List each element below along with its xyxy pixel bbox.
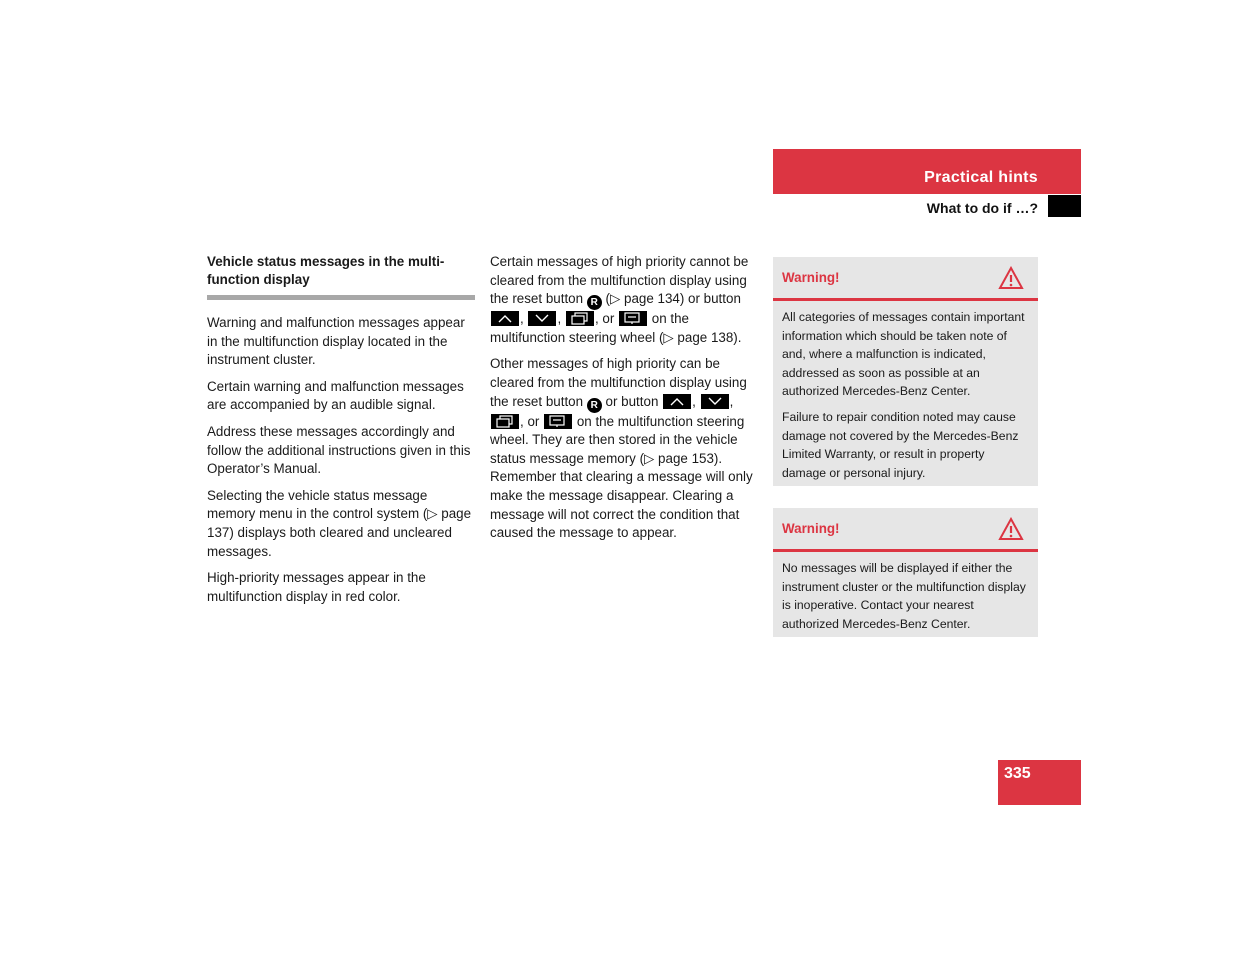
page-number-box (998, 760, 1081, 805)
column-left (207, 253, 475, 614)
separator: , (692, 393, 696, 409)
warning-header (773, 257, 1038, 301)
section-title: Practical hints (924, 169, 1038, 186)
button-down-icon (528, 311, 556, 326)
warning-triangle-icon (998, 517, 1024, 546)
paragraph: Selecting the vehicle status message memory menu in the control system (▷ page 137) displays both cleared and uncleared messages. (207, 487, 472, 559)
separator: , or (594, 311, 615, 327)
warning-title: Warning! (782, 521, 840, 536)
paragraph: Certain warning and malfunction messages are accompanied by an audible signal. (207, 378, 464, 413)
text-segment: or button (605, 393, 659, 409)
reset-button-icon: R (587, 398, 602, 413)
button-window-forward-icon (544, 414, 572, 429)
paragraph: High-priority messages appear in the multifunction display in red color. (207, 570, 426, 604)
thumb-tab-marker (1048, 195, 1081, 217)
text-segment: on the multifunction steering wheel. They are then stored in the vehicle status message memory (▷ page 153). Remember that clearing a message will only make the message disappear. Clearing a message will not correct the condition that caused the message to appear. (490, 413, 753, 541)
text-segment: Certain messages of high priority cannot be cleared from the multifunction display using the reset button (490, 254, 749, 307)
warning-header (773, 508, 1038, 552)
paragraph-high-priority-clearable (490, 355, 756, 542)
button-window-forward-icon (619, 311, 647, 326)
paragraph: Warning and malfunction messages appear in the multifunction display located in the instrument cluster. (207, 315, 465, 368)
warning-body (773, 552, 1038, 633)
warning-body (773, 301, 1038, 482)
warning-box (773, 508, 1038, 637)
column-heading: Vehicle status messages in the multi-function display (207, 253, 475, 300)
separator: , (729, 393, 734, 409)
column-middle (490, 253, 756, 551)
warning-box (773, 257, 1038, 486)
warning-title: Warning! (782, 270, 840, 285)
text-segment: on the multifunction steering wheel (▷ page 138). (490, 311, 742, 345)
button-window-back-icon (566, 311, 594, 326)
warning-paragraph: No messages will be displayed if either the instrument cluster or the multifunction display is inoperative. Contact your nearest authorized Mercedes-Benz Center. (782, 561, 1026, 631)
separator: , (557, 311, 562, 327)
separator: , (520, 311, 524, 327)
button-up-icon (663, 394, 691, 409)
separator: , or (520, 413, 540, 429)
subsection-title: What to do if …? (926, 200, 1038, 216)
text-segment: (▷ page 134) or button (605, 291, 741, 307)
warning-triangle-icon (998, 266, 1024, 295)
button-window-back-icon (491, 414, 519, 429)
text-segment: Other messages of high priority can be cleared from the multifunction display using the reset button (490, 356, 747, 409)
warning-paragraph: Failure to repair condition noted may cause damage not covered by the Mercedes-Benz Limited Warranty, or result in property damage or personal injury. (782, 409, 1019, 480)
reset-button-icon: R (587, 295, 602, 310)
page-number: 335 (1004, 765, 1031, 782)
paragraph-high-priority-not-clearable (490, 253, 756, 347)
button-down-icon (701, 394, 729, 409)
paragraph: Address these messages accordingly and follow the additional instructions given in this Operator’s Manual. (207, 423, 471, 477)
button-up-icon (491, 311, 519, 326)
warning-paragraph: All categories of messages contain important information which should be taken note of and, where a malfunction is indicated, addressed as soon as possible at an authorized Mercedes-Benz Center. (782, 310, 1025, 399)
